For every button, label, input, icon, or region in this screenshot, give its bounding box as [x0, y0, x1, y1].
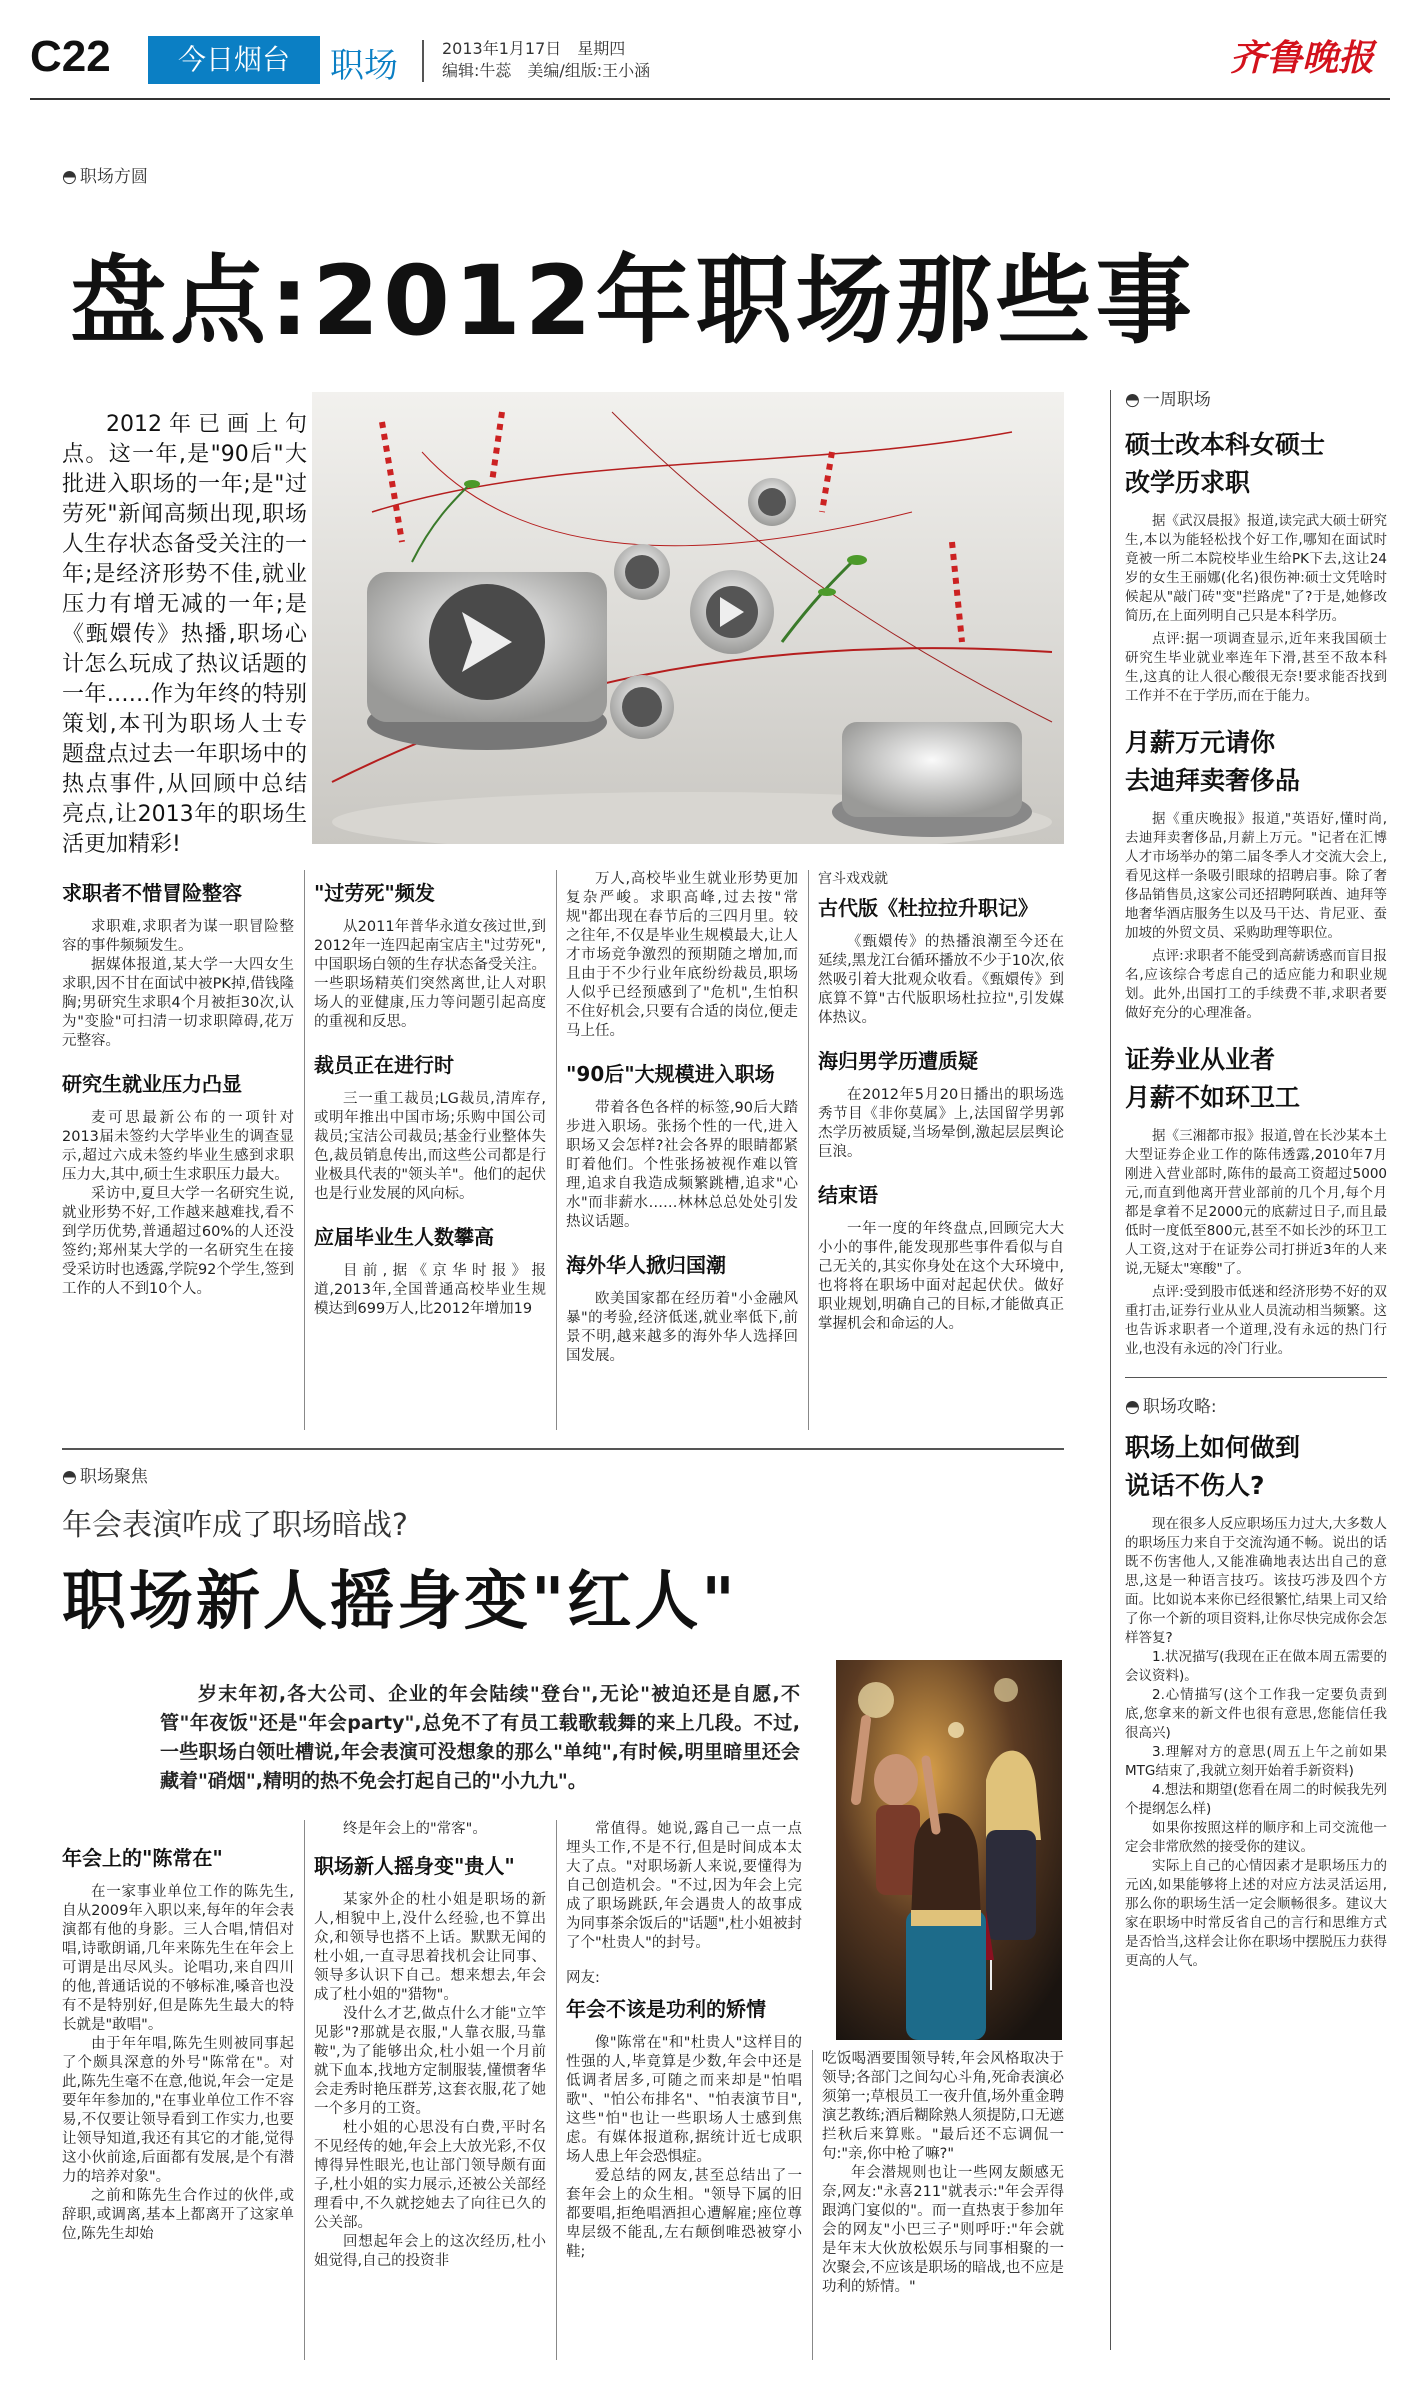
f2c3-heading: 年会不该是功利的矫情 [566, 1997, 766, 2021]
feature2-column-3 [566, 1820, 802, 2262]
f1c3-para: 带着各色各样的标签,90后大踏步进入职场。张扬个性的一代,进入职场又会怎样?社会各界的眼睛都紧盯着他们。个性张扬被视作难以管理,追求自我造成频繁跳槽,追求"心水"而非薪水……林林总总处处引发热议话题。 [566, 1100, 798, 1230]
feature1-lead-text: 2012年已画上句点。这一年,是"90后"大批进入职场的一年;是"过劳死"新闻高频出现,职场人生存状态备受关注的一年;是经济形势不佳,就业压力有增无减的一年;是《甄嬛传》热播,职场心计怎么玩成了热议话题的一年……作为年终的特别策划,本刊为职场人士专题盘点过去一年职场中的热点事件,从回顾中总结亮点,让2013年的职场生活更加精彩! [62, 412, 307, 857]
sidebar-kicker-1: ◓ 一周职场 [1125, 385, 1387, 410]
f1c3-heading-2: 海外华人掀归国潮 [566, 1253, 726, 1277]
feature1-title: 盘点:2012年职场那些事 [70, 245, 1196, 357]
sidebar-item-title [1125, 1041, 1387, 1117]
title-line: 月薪不如环卫工 [1125, 1083, 1301, 1112]
f1c4-para: 《甄嬛传》的热播浪潮至今还在延续,黑龙江台循环播放不少于10次,依然吸引着大批观众收看。《甄嬛传》到底算不算"古代版职场杜拉拉",引发媒体热议。 [818, 934, 1064, 1026]
guide-para: 3.理解对方的意思(周五上午之前如果MTG结束了,我就立刻开始着手新资料) [1125, 1744, 1387, 1779]
f1c2-para: 从2011年普华永道女孩过世,到2012年一连四起南宝店主"过劳死",中国职场白领的生存状态备受关注。一些职场精英们突然离世,让人对职场人的亚健康,压力等问题引起高度的重视和反思。 [314, 919, 546, 1030]
f1c4-heading-3: 结束语 [818, 1183, 878, 1207]
f1c1-para: 求职难,求职者为谋一职冒险整容的事件频频发生。 [62, 919, 294, 954]
feature2-subtitle: 年会表演咋成了职场暗战? [62, 1508, 408, 1543]
f1c2-para: 目前,据《京华时报》报道,2013年,全国普通高校毕业生规模达到699万人,比2012年增加19 [314, 1263, 546, 1317]
sidebar-item-title [1125, 426, 1387, 502]
f2c2-heading: 职场新人摇身变"贵人" [314, 1854, 515, 1878]
f1c4-para: 一年一度的年终盘点,回顾完大大小小的事件,能发现那些事件看似与自己无关的,其实你身处在这个大环境中,也将将在职场中面对起起伏伏。做好职业规划,明确自己的目标,才能做真正掌握机会和命运的人。 [818, 1221, 1064, 1332]
sidebar-item-body [1125, 810, 1387, 1023]
header-meta [442, 38, 650, 82]
guide-para: 如果你按照这样的顺序和上司交流他一定会非常欣然的接受你的建议。 [1125, 1820, 1387, 1855]
paper-logo: 齐鲁晚报 [1230, 37, 1375, 79]
feature1-lead [62, 410, 307, 860]
sidebar-divider [1110, 390, 1111, 2350]
date-line: 2013年1月17日 星期四 [442, 39, 626, 58]
party-photo-image [836, 1660, 1062, 2040]
f1c4-heading-2: 海归男学历遭质疑 [818, 1049, 978, 1073]
column-divider [812, 2050, 813, 2360]
feature-illustration [312, 392, 1064, 844]
f1c4-heading-1: 古代版《杜拉拉升职记》 [818, 896, 1038, 920]
feature2-column-2 [314, 1820, 546, 2271]
sidebar-kicker-2: ◓ 职场攻略: [1125, 1392, 1387, 1417]
f1c1-para: 采访中,夏旦大学一名研究生说,就业形势不好,工作越来越难找,看不到学历优势,普通超过60%的人还没签约;郑州某大学的一名研究生在接受采访时也透露,学院92个学生,签到工作的人不到10个人。 [62, 1186, 294, 1297]
sidebar [1125, 385, 1387, 1971]
f2c4-para: 年会潜规则也让一些网友颇感无奈,网友:"永喜211"就表示:"年会弄得跟鸿门宴似的"。而一直热衷于参加年会的网友"小巴三子"则呼吁:"年会就是年末大伙放松娱乐与同事相聚的一次聚会,不应该是职场的暗战,也不应是功利的矫情。" [822, 2165, 1064, 2295]
guide-title [1125, 1429, 1387, 1505]
sidebar-para: 据《三湘都市报》报道,曾在长沙某本土大型证券企业工作的陈伟透露,2010年7月刚进入营业部时,陈伟的最高工资超过5000元,而直到他离开营业部前的几个月,每个月都是拿着不足2000元的底薪过日子,而且最低时一度低至800元,甚至不如长沙的环卫工人工资,这对于在证券公司打拼近3年的人来说,无疑太"寒酸"了。 [1125, 1128, 1387, 1277]
f2c4-para: 吃饭喝酒要围领导转,年会风格取决于领导;各部门之间勾心斗角,死命表演必须第一;草根员工一夜升值,场外重金聘演艺教练;酒后糊除熟人须提防,口无遮拦秋后来算账。"最后还不忘调侃一句:"亲,你中枪了嘛?" [822, 2051, 1064, 2162]
f1c2-para: 三一重工裁员;LG裁员,清库存,或明年推出中国市场;乐购中国公司裁员;宝洁公司裁员;基金行业整体失色,裁员销息传出,而这些公司都是行业极具代表的"领头羊"。他们的起伏也是行业发展的风向标。 [314, 1091, 546, 1202]
title-line: 改学历求职 [1125, 468, 1251, 497]
guide-para: 2.心情描写(这个工作我一定要负责到底,您拿来的新文件也很有意思,您能信任我很高兴) [1125, 1687, 1387, 1741]
column-divider [304, 1820, 305, 2360]
feature2-column-1 [62, 1835, 294, 2244]
f1c1-para: 麦可思最新公布的一项针对2013届未签约大学毕业生的调查显示,超过六成未签约毕业生感到求职压力大,其中,硕士生求职压力最大。 [62, 1110, 294, 1183]
title-line: 证券业从业者 [1125, 1045, 1276, 1074]
f2c3-para: 常值得。她说,露自己一点一点埋头工作,不是不行,但是时间成本太大了点。"对职场新人来说,要懂得为自己创造机会。"不过,因为年会上完成了职场跳跃,年会遇贵人的故事成为同事茶余饭后的"话题",杜小姐被封了个"杜贵人"的封号。 [566, 1821, 802, 1951]
f2c1-para: 在一家事业单位工作的陈先生,自从2009年入职以来,每年的年会表演都有他的身影。三人合唱,情侣对唱,诗歌朗诵,几年来陈先生在年会上可谓是出尽风头。论唱功,来自四川的他,普通话说的不够标准,嗓音也没有不是特别好,但是陈先生最大的特长就是"敢唱"。 [62, 1884, 294, 2033]
sidebar-item-title [1125, 724, 1387, 800]
f2c3-para: 爱总结的网友,甚至总结出了一套年会上的众生相。"领导下属的旧都要唱,拒绝唱酒担心遭解雇;座位尊卑层级不能乱,左右颠倒唯恐被穿小鞋; [566, 2168, 802, 2260]
section-name: 职场 [330, 46, 398, 86]
feature2-lead: 岁末年初,各大公司、企业的年会陆续"登台",无论"被迫还是自愿,不管"年夜饭"还是"年会party",总免不了有员工载歌载舞的来上几段。不过,一些职场白领吐槽说,年会表演可没想象的那么"单纯",有时候,明里暗里还会藏着"硝烟",精明的热不免会打起自己的"小九九"。 [160, 1683, 800, 1792]
title-line: 硕士改本科女硕士 [1125, 430, 1326, 459]
sidebar-comment: 点评:受到股市低迷和经济形势不好的双重打击,证券行业从业人员流动相当频繁。这也告诉求职者一个道理,没有永远的热门行业,也没有永远的冷门行业。 [1125, 1284, 1387, 1357]
f2c2-para: 终是年会上的"常客"。 [343, 1821, 487, 1837]
feature1-column-3 [566, 870, 798, 1366]
f1c2-heading-2: 裁员正在进行时 [314, 1053, 454, 1077]
f2c2-para: 没什么才艺,做点什么才能"立竿见影"?那就是衣服,"人靠衣服,马靠鞍",为了能够出众,杜小姐一个月前就下血本,找地方定制服装,懂惯奢华会走秀时艳压群芳,这套衣服,花了她一个多月的工资。 [314, 2006, 546, 2117]
feature2-kicker: ◓ 职场聚焦 [62, 1462, 148, 1487]
feature1-column-2 [314, 870, 546, 1319]
f2c1-heading: 年会上的"陈常在" [62, 1846, 223, 1870]
f1c1-heading-2: 研究生就业压力凸显 [62, 1072, 242, 1096]
f1c1-para: 据媒体报道,某大学一大四女生求职,因不甘在面试中被PK掉,借钱隆胸;男研究生求职4个月被拒30次,认为"变脸"可扫清一切求职障碍,花万元整容。 [62, 957, 294, 1049]
f1c3-heading-1: "90后"大规模进入职场 [566, 1062, 775, 1086]
column-divider [556, 1820, 557, 2360]
f2c2-para: 某家外企的杜小姐是职场的新人,相貌中上,没什么经验,也不算出众,和领导也搭不上话。默默无闻的杜小姐,一直寻思着找机会让同事、领导多认识下自己。想来想去,年会成了杜小姐的"猎物"。 [314, 1892, 546, 2003]
title-line: 去迪拜卖奢侈品 [1125, 766, 1301, 795]
sidebar-item-body [1125, 1127, 1387, 1359]
f1c4-overline: 宫斗戏戏就 [818, 871, 888, 887]
feature1-column-1 [62, 870, 294, 1299]
header-rule [30, 98, 1390, 100]
section-box: 今日烟台 [148, 36, 320, 84]
title-line: 月薪万元请你 [1125, 728, 1276, 757]
column-divider [304, 870, 305, 1430]
title-line: 说话不伤人? [1125, 1471, 1265, 1500]
editor-line: 编辑:牛蕊 美编/组版:王小涵 [442, 61, 651, 80]
f1c3-para: 万人,高校毕业生就业形势更加复杂严峻。求职高峰,过去按"常规"都出现在春节后的三四月里。较之往年,不仅是毕业生规模最大,让人才市场竞争激烈的预期随之增加,而且由于不少行业年底纷纷裁员,职场人似乎已经预感到了"危机",生怕积不住好机会,只要有合适的岗位,便走马上任。 [566, 871, 798, 1039]
f1c4-para: 在2012年5月20日播出的职场选秀节目《非你莫属》上,法国留学男郭杰学历被质疑,当场晕倒,激起层层舆论巨浪。 [818, 1087, 1064, 1160]
sidebar-item-body [1125, 512, 1387, 706]
header-divider [422, 40, 424, 82]
party-photo [836, 1660, 1062, 2040]
feature1-kicker: ◓ 职场方圆 [62, 162, 148, 187]
column-divider [808, 870, 809, 1430]
f1c3-para: 欧美国家都在经历着"小金融风暴"的考验,经济低迷,就业率低下,前景不明,越来越多的海外华人选择回国发展。 [566, 1291, 798, 1364]
sidebar-comment: 点评:据一项调查显示,近年来我国硕士研究生毕业就业率连年下滑,甚至不敌本科生,这真的让人很心酸很无奈!要求能否找到工作并不在于学历,而在于能力。 [1125, 631, 1387, 704]
column-divider [556, 870, 557, 1430]
f1c1-heading-1: 求职者不惜冒险整容 [62, 881, 242, 905]
guide-para: 现在很多人反应职场压力过大,大多数人的职场压力来自于交流沟通不畅。说出的话既不伤害他人,又能准确地表达出自己的意思,这是一种语言技巧。该技巧涉及四个方面。比如说本来你已经很繁忙,结果上司又给了你一个新的项目资料,让你尽快完成你会怎样答复? [1125, 1516, 1387, 1646]
f2c3-overline: 网友: [566, 1970, 600, 1986]
page-number: C22 [30, 32, 111, 81]
arrow-signs-illustration [312, 392, 1064, 844]
feature2-title: 职场新人摇身变"红人" [62, 1565, 738, 1639]
sidebar-para: 据《重庆晚报》报道,"英语好,懂时尚,去迪拜卖奢侈品,月薪上万元。"记者在汇博人才市场举办的第二届冬季人才交流大会上,看见这样一条吸引眼球的招聘启事。除了奢侈品销售员,这家公司还招聘阿联酋、迪拜等地奢华酒店服务生以及马干达、肯尼亚、蚕加坡的外贸文员、采购助理等职位。 [1125, 811, 1387, 941]
guide-para: 实际上自己的心情因素才是职场压力的元凶,如果能够将上述的对应方法灵活运用,那么你的职场生活一定会顺畅很多。建议大家在职场中时常反省自己的言行和思维方式是否恰当,这样会让你在职场中摆脱压力获得更高的人气。 [1125, 1858, 1387, 1969]
f1c2-heading-3: 应届毕业生人数攀高 [314, 1225, 494, 1249]
guide-body [1125, 1515, 1387, 1971]
f1c2-heading-1: "过劳死"频发 [314, 881, 435, 905]
sidebar-para: 据《武汉晨报》报道,读完武大硕士研究生,本以为能轻松找个好工作,哪知在面试时竟被一所二本院校毕业生给PK下去,这让24岁的女生王丽娜(化名)很伤神:硕士文凭啥时候起从"敲门砖"变"拦路虎"了?于是,她修改简历,在上面列明自己只是本科学历。 [1125, 513, 1387, 624]
feature1-column-4 [818, 870, 1064, 1334]
sidebar-rule [1125, 1377, 1387, 1378]
f2c2-para: 杜小姐的心思没有白费,平时名不见经传的她,年会上大放光彩,不仅博得异性眼光,也让部门领导颇有面子,杜小姐的实力展示,还被公关部经理看中,不久就挖她去了向往已久的公关部。 [314, 2120, 546, 2231]
f2c1-para: 之前和陈先生合作过的伙伴,或辞职,或调离,基本上都离开了这家单位,陈先生却始 [62, 2188, 294, 2242]
guide-para: 4.想法和期望(您看在周二的时候我先列个提纲怎么样) [1125, 1782, 1387, 1817]
feature2-column-4 [822, 2050, 1064, 2297]
guide-para: 1.状况描写(我现在正在做本周五需要的会议资料)。 [1125, 1649, 1387, 1684]
sidebar-comment: 点评:求职者不能受到高薪诱惑而盲目报名,应该综合考虑自己的适应能力和职业规划。此外,出国打工的手续费不菲,求职者要做好充分的心理准备。 [1125, 948, 1387, 1021]
f2c2-para: 回想起年会上的这次经历,杜小姐觉得,自己的投资非 [314, 2234, 546, 2269]
f2c3-para: 像"陈常在"和"杜贵人"这样目的性强的人,毕竟算是少数,年会中还是低调者居多,可随之而来却是"怕唱歌"、"怕公布排名"、"怕表演节目",这些"怕"也让一些职场人士感到焦虑。有媒体报道称,据统计近七成职场人患上年会恐惧症。 [566, 2035, 802, 2165]
f2c1-para: 由于年年唱,陈先生则被同事起了个颇具深意的外号"陈常在"。对此,陈先生毫不在意,他说,年会一定是要年年参加的,"在事业单位工作不容易,不仅要让领导看到工作实力,也要让领导知道,我还有其它的才能,觉得这小伙前途,后面都有发展,是个有潜力的培养对象"。 [62, 2036, 294, 2185]
section-rule [62, 1448, 1064, 1450]
title-line: 职场上如何做到 [1125, 1433, 1301, 1462]
